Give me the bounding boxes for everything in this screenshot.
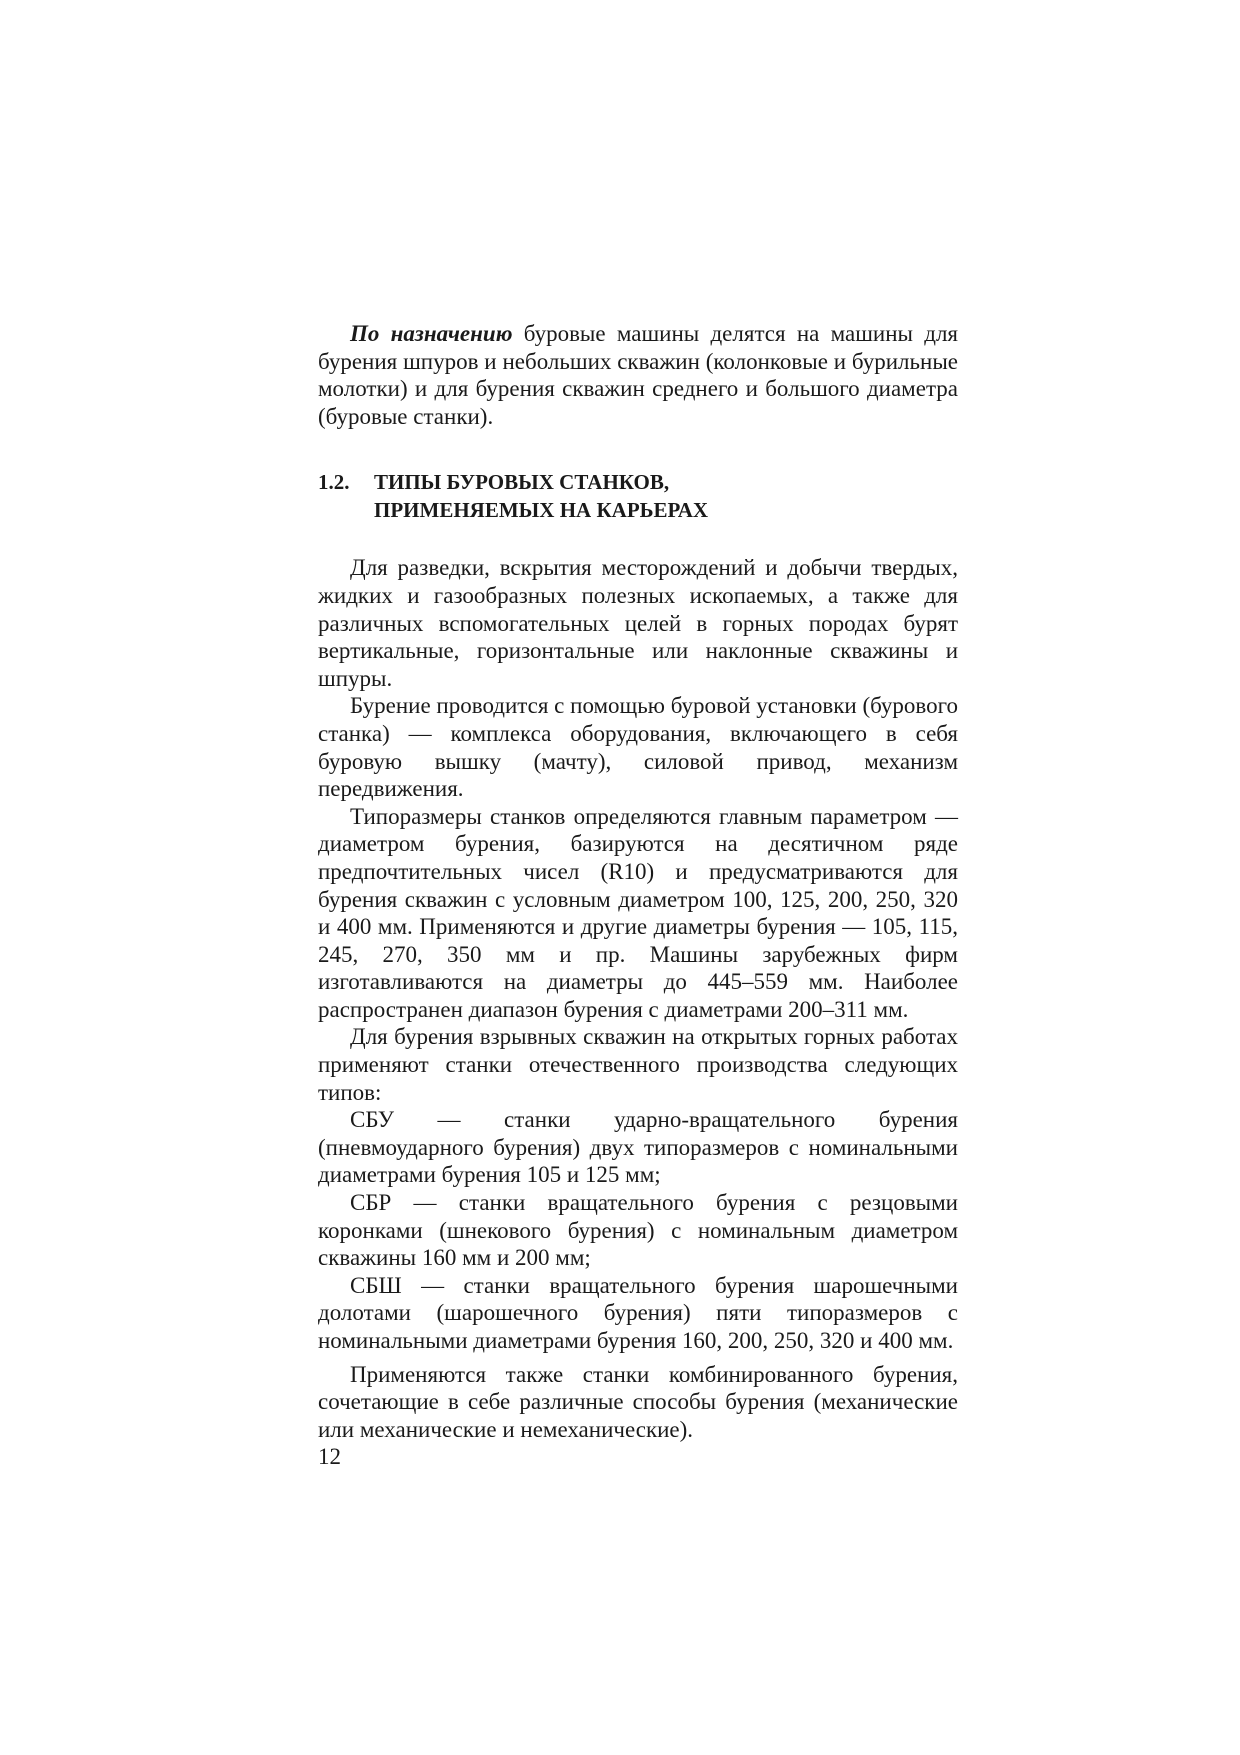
- page-body: [318, 320, 958, 1471]
- paragraph: Типоразмеры станков определяются главным параметром — диаметром бурения, базируются на десятичном ряде предпочтительных чисел (R10) и предусматриваются для бурения скважин с условным диаметром 100, 125, 200, 250, 320 и 400 мм. Применяются и другие диаметры бурения — 105, 115, 245, 270, 350 мм и пр. Машины зарубежных фирм изготавливаются на диаметры до 445–559 мм. Наиболее распространен диапазон бурения с диаметрами 200–311 мм.: [318, 803, 958, 1022]
- list-item-sbsh: СБШ — станки вращательного бурения шарошечными долотами (шарошечного бурения) пяти типоразмеров с номинальными диаметрами бурения 160, 200, 250, 320 и 400 мм.: [318, 1272, 958, 1353]
- section-title-line-1: ТИПЫ БУРОВЫХ СТАНКОВ,: [374, 470, 670, 495]
- section-heading: [318, 468, 958, 524]
- paragraph: Применяются также станки комбинированного бурения, сочетающие в себе различные способы бурения (механические или механические и немеханические).: [318, 1361, 958, 1442]
- intro-emphasis: По назначению: [350, 321, 513, 346]
- paragraph: Бурение проводится с помощью буровой установки (бурового станка) — комплекса оборудования, включающего в себя буровую вышку (мачту), силовой привод, механизм передвижения.: [318, 693, 958, 802]
- paragraph: Для разведки, вскрытия месторождений и добычи твердых, жидких и газообразных полезных ископаемых, а также для различных вспомогательных целей в горных породах бурят вертикальные, горизонтальные или наклонные скважины и шпуры.: [318, 555, 958, 691]
- list-item-sbr: СБР — станки вращательного бурения с резцовыми коронками (шнекового бурения) с номинальным диаметром скважины 160 мм и 200 мм;: [318, 1190, 958, 1271]
- page-number: 12: [318, 1444, 341, 1470]
- list-item-sbu: СБУ — станки ударно-вращательного бурения (пневмоударного бурения) двух типоразмеров с номинальными диаметрами бурения 105 и 125 мм;: [318, 1107, 958, 1188]
- section-title-line-2: ПРИМЕНЯЕМЫХ НА КАРЬЕРАХ: [374, 498, 709, 523]
- intro-text: буровые машины делятся на машины для бурения шпуров и небольших скважин (колонковые и бурильные молотки) и для бурения скважин среднего и большого диаметра (буровые станки).: [318, 321, 958, 429]
- section-number: 1.2.: [318, 470, 350, 495]
- section-title: [374, 468, 958, 524]
- intro-paragraph: [318, 320, 958, 430]
- paragraph: Для бурения взрывных скважин на открытых горных работах применяют станки отечественного производства следующих типов:: [318, 1024, 958, 1105]
